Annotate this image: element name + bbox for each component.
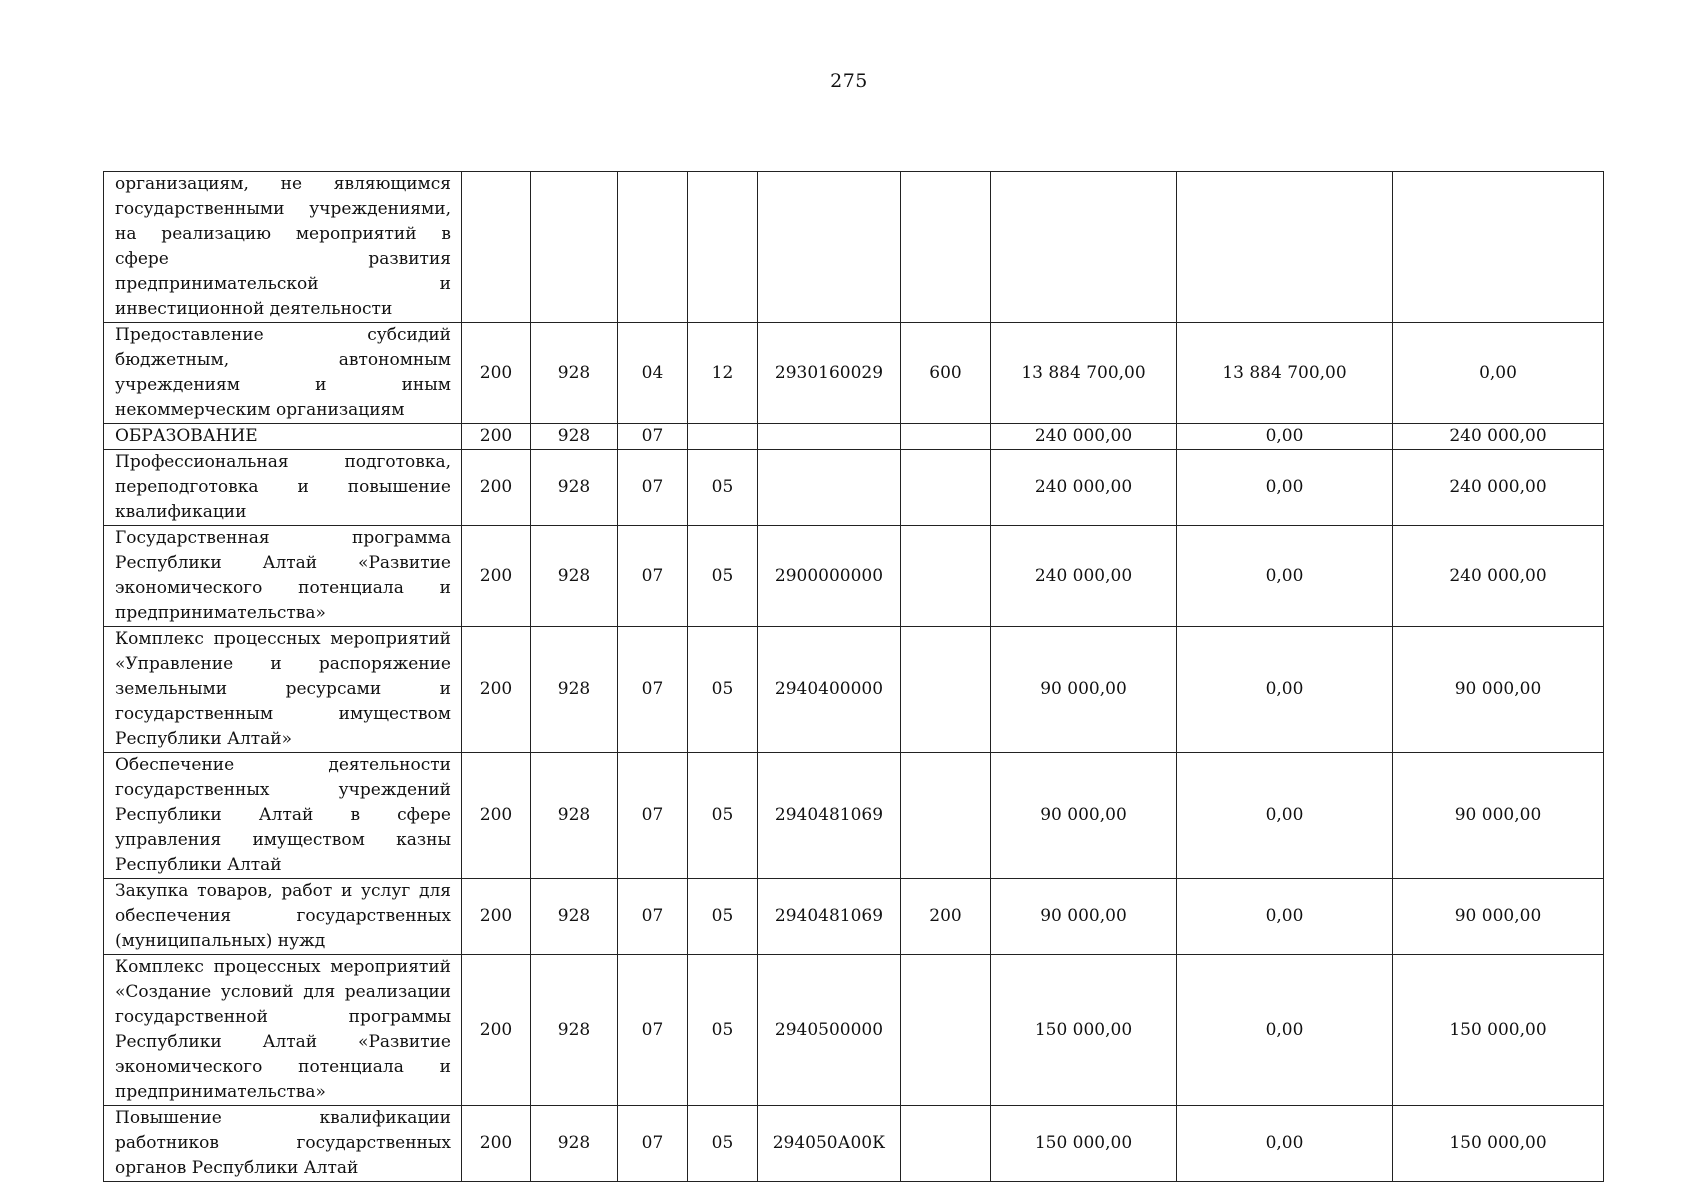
table-row — [104, 450, 1604, 526]
cell-subsection: 05 — [688, 450, 758, 526]
budget-table — [103, 171, 1604, 1182]
cell-subsection: 05 — [688, 879, 758, 955]
cell-ministry-code: 928 — [531, 1106, 618, 1182]
cell-section: 07 — [618, 753, 688, 879]
table-row — [104, 879, 1604, 955]
cell-subsection: 05 — [688, 1106, 758, 1182]
cell-amount-total: 13 884 700,00 — [991, 323, 1177, 424]
cell-ministry-code: 928 — [531, 753, 618, 879]
cell-amount-3: 0,00 — [1393, 323, 1604, 424]
cell-admin-code: 200 — [462, 526, 531, 627]
cell-target-article: 2940500000 — [758, 955, 901, 1106]
cell-subsection: 05 — [688, 753, 758, 879]
table-row — [104, 323, 1604, 424]
row-name: Комплекс процессных мероприятий «Управление и распоряжение земельными ресурсами и государственным имуществом Республики Алтай» — [104, 627, 462, 753]
cell-ministry-code: 928 — [531, 955, 618, 1106]
cell-section: 07 — [618, 879, 688, 955]
cell-expense-type — [901, 450, 991, 526]
table-row — [104, 627, 1604, 753]
cell-section: 07 — [618, 424, 688, 450]
cell-ministry-code — [531, 172, 618, 323]
cell-section: 07 — [618, 526, 688, 627]
cell-admin-code: 200 — [462, 627, 531, 753]
cell-amount-3: 240 000,00 — [1393, 424, 1604, 450]
cell-expense-type — [901, 753, 991, 879]
cell-expense-type — [901, 172, 991, 323]
cell-subsection — [688, 172, 758, 323]
cell-amount-2 — [1177, 172, 1393, 323]
table-row — [104, 526, 1604, 627]
cell-section: 07 — [618, 955, 688, 1106]
row-name: Обеспечение деятельности государственных учреждений Республики Алтай в сфере управления имуществом казны Республики Алтай — [104, 753, 462, 879]
cell-target-article: 2940481069 — [758, 753, 901, 879]
cell-subsection: 05 — [688, 526, 758, 627]
cell-expense-type — [901, 424, 991, 450]
cell-expense-type — [901, 526, 991, 627]
cell-section: 07 — [618, 627, 688, 753]
cell-amount-3: 240 000,00 — [1393, 526, 1604, 627]
row-name: Государственная программа Республики Алтай «Развитие экономического потенциала и предпринимательства» — [104, 526, 462, 627]
cell-admin-code: 200 — [462, 323, 531, 424]
table-row — [104, 955, 1604, 1106]
cell-admin-code: 200 — [462, 879, 531, 955]
cell-admin-code: 200 — [462, 1106, 531, 1182]
cell-amount-3: 90 000,00 — [1393, 627, 1604, 753]
cell-subsection: 05 — [688, 627, 758, 753]
cell-subsection: 12 — [688, 323, 758, 424]
cell-amount-3: 150 000,00 — [1393, 1106, 1604, 1182]
cell-section: 07 — [618, 450, 688, 526]
cell-admin-code: 200 — [462, 424, 531, 450]
cell-expense-type: 600 — [901, 323, 991, 424]
cell-amount-3: 90 000,00 — [1393, 753, 1604, 879]
cell-target-article — [758, 172, 901, 323]
cell-ministry-code: 928 — [531, 450, 618, 526]
cell-amount-total: 150 000,00 — [991, 955, 1177, 1106]
cell-section — [618, 172, 688, 323]
cell-admin-code: 200 — [462, 450, 531, 526]
cell-expense-type: 200 — [901, 879, 991, 955]
row-name: Комплекс процессных мероприятий «Создание условий для реализации государственной программы Республики Алтай «Развитие экономического потенциала и предпринимательства» — [104, 955, 462, 1106]
table-row — [104, 1106, 1604, 1182]
table-row — [104, 172, 1604, 323]
cell-expense-type — [901, 1106, 991, 1182]
cell-target-article: 2900000000 — [758, 526, 901, 627]
cell-amount-3: 150 000,00 — [1393, 955, 1604, 1106]
cell-amount-total: 90 000,00 — [991, 753, 1177, 879]
cell-admin-code: 200 — [462, 753, 531, 879]
cell-target-article: 2940400000 — [758, 627, 901, 753]
cell-target-article: 2930160029 — [758, 323, 901, 424]
cell-amount-3: 240 000,00 — [1393, 450, 1604, 526]
cell-ministry-code: 928 — [531, 879, 618, 955]
cell-amount-total: 150 000,00 — [991, 1106, 1177, 1182]
cell-ministry-code: 928 — [531, 424, 618, 450]
cell-ministry-code: 928 — [531, 323, 618, 424]
cell-amount-2: 0,00 — [1177, 955, 1393, 1106]
cell-ministry-code: 928 — [531, 627, 618, 753]
cell-amount-total: 240 000,00 — [991, 526, 1177, 627]
cell-target-article: 2940481069 — [758, 879, 901, 955]
cell-amount-total: 90 000,00 — [991, 627, 1177, 753]
cell-amount-2: 0,00 — [1177, 1106, 1393, 1182]
cell-target-article — [758, 450, 901, 526]
cell-amount-total: 90 000,00 — [991, 879, 1177, 955]
cell-amount-2: 13 884 700,00 — [1177, 323, 1393, 424]
table-row — [104, 424, 1604, 450]
cell-expense-type — [901, 955, 991, 1106]
row-name: Предоставление субсидий бюджетным, автономным учреждениям и иным некоммерческим организациям — [104, 323, 462, 424]
cell-admin-code: 200 — [462, 955, 531, 1106]
page-number: 275 — [830, 70, 868, 92]
cell-amount-2: 0,00 — [1177, 879, 1393, 955]
cell-amount-2: 0,00 — [1177, 627, 1393, 753]
cell-amount-2: 0,00 — [1177, 526, 1393, 627]
cell-amount-total: 240 000,00 — [991, 450, 1177, 526]
cell-target-article: 294050А00К — [758, 1106, 901, 1182]
cell-subsection — [688, 424, 758, 450]
row-name: Повышение квалификации работников государственных органов Республики Алтай — [104, 1106, 462, 1182]
cell-section: 04 — [618, 323, 688, 424]
row-name: Профессиональная подготовка, переподготовка и повышение квалификации — [104, 450, 462, 526]
cell-amount-2: 0,00 — [1177, 450, 1393, 526]
row-name: организациям, не являющимся государственными учреждениями, на реализацию мероприятий в сфере развития предпринимательской и инвестиционной деятельности — [104, 172, 462, 323]
cell-amount-3 — [1393, 172, 1604, 323]
cell-section: 07 — [618, 1106, 688, 1182]
table-row — [104, 753, 1604, 879]
cell-admin-code — [462, 172, 531, 323]
cell-ministry-code: 928 — [531, 526, 618, 627]
cell-amount-2: 0,00 — [1177, 753, 1393, 879]
cell-amount-2: 0,00 — [1177, 424, 1393, 450]
cell-amount-total — [991, 172, 1177, 323]
cell-amount-3: 90 000,00 — [1393, 879, 1604, 955]
cell-subsection: 05 — [688, 955, 758, 1106]
cell-expense-type — [901, 627, 991, 753]
row-name: Закупка товаров, работ и услуг для обеспечения государственных (муниципальных) нужд — [104, 879, 462, 955]
cell-amount-total: 240 000,00 — [991, 424, 1177, 450]
cell-target-article — [758, 424, 901, 450]
row-name: ОБРАЗОВАНИЕ — [104, 424, 462, 450]
